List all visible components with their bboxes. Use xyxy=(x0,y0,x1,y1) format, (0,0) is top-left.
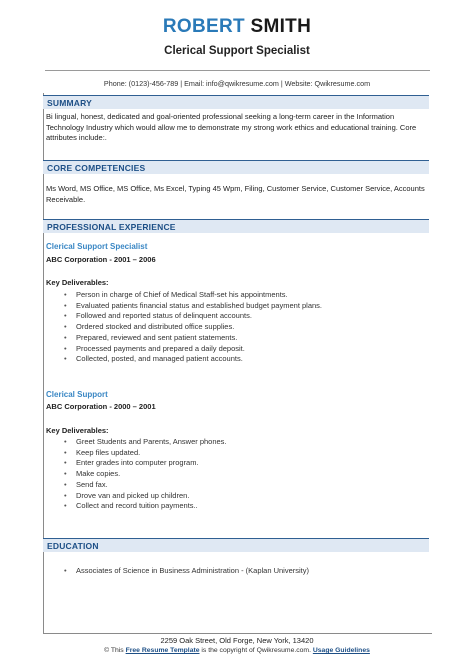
job2-title: Clerical Support xyxy=(46,390,108,399)
job1-company: ABC Corporation - 2001 – 2006 xyxy=(46,255,156,264)
footer-credit xyxy=(0,646,474,655)
competencies-text: Ms Word, MS Office, MS Office, Ms Excel, Typing 45 Wpm, Filing, Customer Service, Customer Service, Accounts Receivable. xyxy=(46,184,425,204)
summary-text: Bi lingual, honest, dedicated and goal-oriented professional seeking a long-term career in the Information Technology Industry which would allow me to demonstrate my strong work ethics and educational training. Core attributes include:. xyxy=(46,112,417,143)
list-item: • Drove van and picked up children. xyxy=(64,491,227,502)
education-heading-label: EDUCATION xyxy=(47,540,99,551)
job-title: Clerical Support Specialist xyxy=(164,45,310,57)
job1-title: Clerical Support Specialist xyxy=(46,242,148,251)
list-item: • Greet Students and Parents, Answer phones. xyxy=(64,437,227,448)
job2-deliverables-label: Key Deliverables: xyxy=(46,426,109,435)
job1-bullets xyxy=(64,290,322,365)
summary-heading xyxy=(43,95,429,109)
list-item: • Associates of Science in Business Administration - (Kaplan University) xyxy=(64,566,309,577)
credit-middle: is the copyright of Qwikresume.com. xyxy=(199,647,313,654)
list-item: • Make copies. xyxy=(64,469,227,480)
competencies-heading xyxy=(43,160,429,174)
first-name: ROBERT xyxy=(162,16,245,37)
resume-name xyxy=(0,16,474,38)
job2-bullets xyxy=(64,437,227,512)
footer xyxy=(0,636,474,655)
job1-deliverables-label: Key Deliverables: xyxy=(46,278,109,287)
list-item: • Prepared, reviewed and sent patient statements. xyxy=(64,333,322,344)
list-item: • Person in charge of Chief of Medical Staff-set his appointments. xyxy=(64,290,322,301)
list-item: • Enter grades into computer program. xyxy=(64,458,227,469)
list-item: • Followed and reported status of delinquent accounts. xyxy=(64,311,322,322)
experience-heading-label: PROFESSIONAL EXPERIENCE xyxy=(47,221,176,232)
education-list xyxy=(64,566,309,577)
footer-address: 2259 Oak Street, Old Forge, New York, 13420 xyxy=(160,636,314,645)
list-item: • Evaluated patients financial status and established budget payment plans. xyxy=(64,301,322,312)
job2-company: ABC Corporation - 2000 – 2001 xyxy=(46,402,156,411)
last-name: SMITH xyxy=(250,16,312,37)
education-heading xyxy=(43,538,429,552)
competencies-heading-label: CORE COMPETENCIES xyxy=(47,162,146,173)
usage-guidelines-link[interactable]: Usage Guidelines xyxy=(312,647,370,654)
list-item: • Processed payments and prepared a daily deposit. xyxy=(64,344,322,355)
summary-heading-label: SUMMARY xyxy=(47,97,92,108)
experience-heading xyxy=(43,219,429,233)
list-item: • Collect and record tuition payments.. xyxy=(64,501,227,512)
list-item: • Collected, posted, and managed patient accounts. xyxy=(64,354,322,365)
free-template-link[interactable]: Free Resume Template xyxy=(125,647,200,654)
contact-line: Phone: (0123)-456-789 | Email: info@qwikresume.com | Website: Qwikresume.com xyxy=(103,79,371,88)
list-item: • Ordered stocked and distributed office supplies. xyxy=(64,322,322,333)
header-divider xyxy=(45,70,430,71)
list-item: • Keep files updated. xyxy=(64,448,227,459)
credit-prefix: © This xyxy=(104,647,126,654)
list-item: • Send fax. xyxy=(64,480,227,491)
